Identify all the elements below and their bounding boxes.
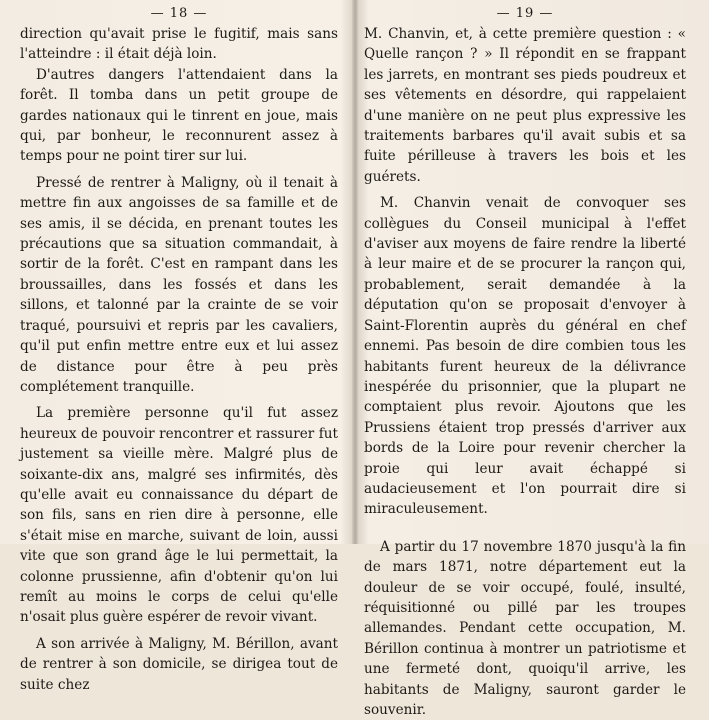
page-number: — 18 — <box>150 6 208 21</box>
right-page <box>364 0 686 718</box>
paragraph: A son arrivée à Maligny, M. Bérillon, avant de rentrer à son domicile, se dirigea tout de suite chez <box>20 635 338 693</box>
page-number: — 19 — <box>496 6 554 21</box>
paragraph: La première personne qu'il fut assez heureux de pouvoir rencontrer et rassurer fut justement sa vieille mère. Malgré plus de soixante-dix ans, malgré ses infirmités, dès qu'elle avait eu connaissance du départ de son fils, sans en rien dire à personne, elle s'était mise en marche, suivant de loin, aussi vite que son grand âge le lui permettait, la colonne prussienne, afin d'obtenir qu'on lui remît au moins le corps de celui qu'elle n'osait plus guère espérer de revoir vivant. <box>20 405 338 626</box>
paragraph: direction qu'avait prise le fugitif, mais sans l'atteindre : il était déjà loin. <box>20 26 338 63</box>
paragraph: A partir du 17 novembre 1870 jusqu'à la fin de mars 1871, notre département eut la douleur de se voir occupé, foulé, insulté, réquisitionné ou pillé par les troupes allemandes. Pendant cette occupation, M. Bérillon continua à montrer un patriotisme et une fermeté dont, quoiqu'il arrive, les habitants de Maligny, sauront garder le souvenir. <box>364 538 686 718</box>
left-page <box>20 0 338 693</box>
paragraph: D'autres dangers l'attendaient dans la forêt. Il tomba dans un petit groupe de gardes nationaux qui le tinrent en joue, mais qui, par bonheur, le reconnurent assez à temps pour ne point tirer sur lui. <box>20 66 338 165</box>
paragraph: Pressé de rentrer à Maligny, où il tenait à mettre fin aux angoisses de sa famille et de ses amis, il se décida, en prenant toutes les précautions que sa situation commandait, à sortir de la forêt. C'est en rampant dans les broussailles, dans les fossés et dans les sillons, et talonné par la crainte de se voir traqué, poursuivi et repris par les cavaliers, qu'il put enfin mettre entre eux et lui assez de distance pour être à peu près complétement tranquille. <box>20 174 338 395</box>
paragraph: M. Chanvin, et, à cette première question : « Quelle rançon ? » Il répondit en se frappant les jarrets, en montrant ses pieds poudreux et ses vêtements en désordre, qui rappelaient d'une manière on ne peut plus expressive les traitements barbares qu'il avait subis et sa fuite périlleuse à travers les bois et les guérets. <box>364 26 686 185</box>
paragraph: M. Chanvin venait de convoquer ses collègues du Conseil municipal à l'effet d'aviser aux moyens de faire rendre la liberté à leur maire et de se procurer la rançon qui, probablement, serait demandée à la députation qu'on se proposait d'envoyer à Saint-Florentin auprès du général en chef ennemi. Pas besoin de dire combien tous les habitants furent heureux de la délivrance inespérée du prisonnier, que la plupart ne comptaient plus revoir. Ajoutons que les Prussiens étaient trop pressés d'arriver aux bords de la Loire pour revenir chercher la proie qui leur avait échappé si audacieusement et l'on pourrait dire si miraculeusement. <box>364 195 686 518</box>
book-gutter <box>352 0 358 544</box>
